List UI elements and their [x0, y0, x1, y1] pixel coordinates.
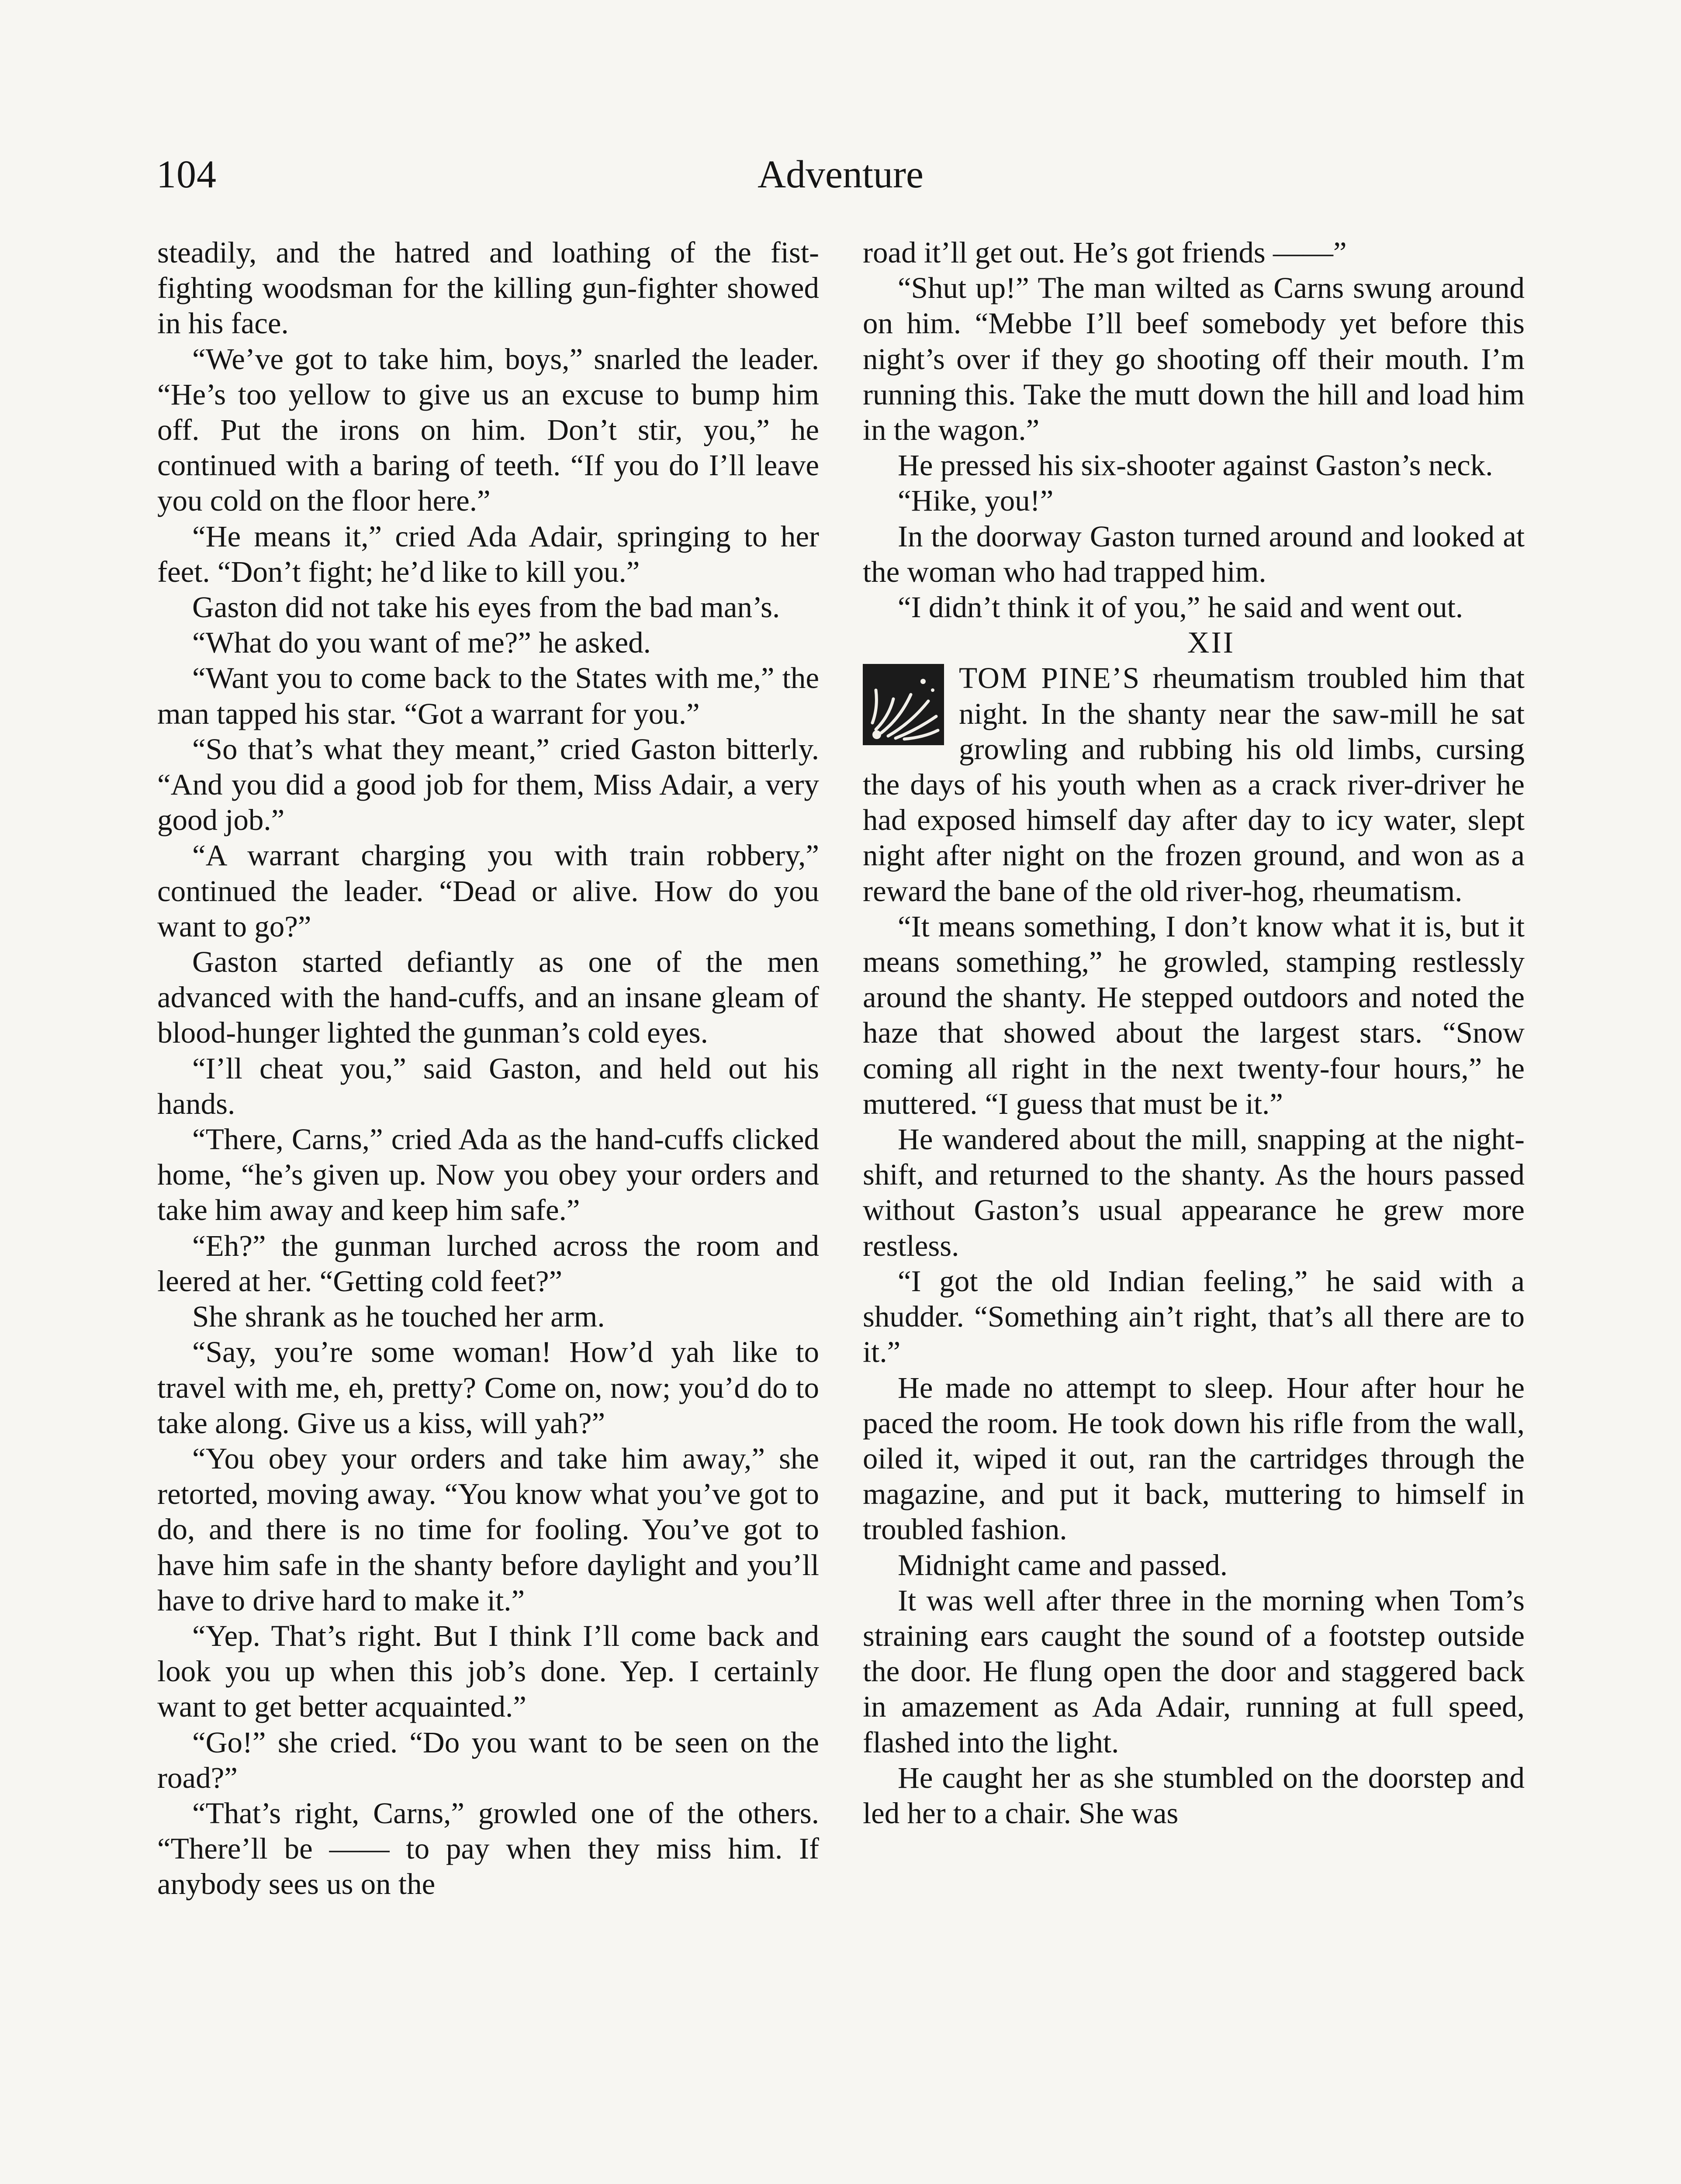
- chapter-heading: XII: [1187, 626, 1235, 660]
- paragraph: Gaston did not take his eyes from the bad man’s.: [192, 591, 780, 624]
- paragraph: “You obey your orders and take him away,” she retorted, moving away. “You know what you’ve got to do, and there is no time for fooling. You’ve got to have him safe in the shanty before daylight and you’ll have to drive hard to make it.”: [157, 1441, 819, 1617]
- paragraph: “It means something, I don’t know what it is, but it means something,” he growled, stamping restlessly around the shanty. He stepped outdoors and noted the haze that showed about the largest stars. “Snow coming all right in the next twenty-four hours,” he muttered. “I guess that must be it.”: [863, 909, 1525, 1120]
- paragraph: “He means it,” cried Ada Adair, springing to her feet. “Don’t fight; he’d like to kill you.”: [157, 519, 819, 588]
- paragraph: In the doorway Gaston turned around and looked at the woman who had trapped him.: [863, 519, 1525, 588]
- paragraph: He caught her as she stumbled on the doorstep and led her to a chair. She was: [863, 1761, 1525, 1830]
- page-header: [0, 151, 1681, 199]
- paragraph: “I’ll cheat you,” said Gaston, and held out his hands.: [157, 1051, 819, 1120]
- paragraph: “We’ve got to take him, boys,” snarled the leader. “He’s too yellow to give us an excuse to bump him off. Put the irons on him. Don’t stir, you,” he continued with a baring of teeth. “If you do I’ll leave you cold on the floor here.”: [157, 342, 819, 518]
- paragraph: “So that’s what they meant,” cried Gaston bitterly. “And you did a good job for them, Miss Adair, a very good job.”: [157, 732, 819, 837]
- paragraph: “Say, you’re some woman! How’d yah like to travel with me, eh, pretty? Come on, now; you’d do to take along. Give us a kiss, will yah?”: [157, 1335, 819, 1440]
- paragraph: “I didn’t think it of you,” he said and went out.: [898, 591, 1463, 624]
- paragraph: It was well after three in the morning when Tom’s straining ears caught the sound of a footstep outside the door. He flung open the door and staggered back in amazement as Ada Adair, running at full speed, flashed into the light.: [863, 1583, 1525, 1759]
- paragraph: “Yep. That’s right. But I think I’ll come back and look you up when this job’s done. Yep. I certainly want to get better acquainted.”: [157, 1619, 819, 1724]
- paragraph: He wandered about the mill, snapping at the night-shift, and returned to the shanty. As the hours passed without Gaston’s usual appearance he grew more restless.: [863, 1123, 1525, 1262]
- paragraph: “Want you to come back to the States with me,” the man tapped his star. “Got a warrant for you.”: [157, 661, 819, 730]
- running-title: Adventure: [757, 153, 924, 196]
- paragraph: “I got the old Indian feeling,” he said with a shudder. “Something ain’t right, that’s all there are to it.”: [863, 1264, 1525, 1369]
- paragraph: He made no attempt to sleep. Hour after hour he paced the room. He took down his rifle from the wall, oiled it, wiped it out, ran the cartridges through the magazine, and put it back, muttering to himself in troubled fashion.: [863, 1371, 1525, 1546]
- paragraph: Gaston started defiantly as one of the men advanced with the hand-cuffs, and an insane gleam of blood-hunger lighted the gunman’s cold eyes.: [157, 945, 819, 1050]
- right-column: [863, 235, 1525, 1831]
- paragraph: steadily, and the hatred and loathing of the fist-fighting woodsman for the killing gun-fighter showed in his face.: [157, 236, 819, 340]
- chapter-opening-paragraph: [863, 660, 1525, 909]
- paragraph: road it’ll get out. He’s got friends ——”: [863, 236, 1347, 269]
- paragraph: “Go!” she cried. “Do you want to be seen on the road?”: [157, 1725, 819, 1794]
- paragraph: Midnight came and passed.: [898, 1548, 1228, 1582]
- paragraph: “Eh?” the gunman lurched across the room and leered at her. “Getting cold feet?”: [157, 1229, 819, 1298]
- page-number: 104: [156, 153, 217, 196]
- paragraph: “What do you want of me?” he asked.: [192, 626, 651, 660]
- paragraph: “That’s right, Carns,” growled one of the others. “There’ll be —— to pay when they miss him. If anybody sees us on the: [157, 1796, 819, 1901]
- sunburst-ornament-icon: [863, 664, 944, 745]
- chapter-opening-caps: TOM PINE’S: [959, 661, 1141, 695]
- paragraph: “Shut up!” The man wilted as Carns swung around on him. “Mebbe I’ll beef somebody yet before this night’s over if they go shooting off their mouth. I’m running this. Take the mutt down the hill and load him in the wagon.”: [863, 271, 1525, 447]
- paragraph: “There, Carns,” cried Ada as the hand-cuffs clicked home, “he’s given up. Now you obey your orders and take him away and keep him safe.”: [157, 1123, 819, 1227]
- paragraph: She shrank as he touched her arm.: [192, 1300, 605, 1334]
- chapter-opening-text: rheumatism troubled him that night. In the shanty near the saw-mill he sat growling and rubbing his old limbs, cursing the days of his youth when as a crack river-driver he had exposed himself day after day to icy water, slept night after night on the frozen ground, and won as a reward the bane of the old river-hog, rheumatism.: [863, 661, 1525, 908]
- paragraph: He pressed his six-shooter against Gaston’s neck.: [898, 449, 1493, 482]
- paragraph: “Hike, you!”: [898, 484, 1054, 518]
- paragraph: “A warrant charging you with train robbery,” continued the leader. “Dead or alive. How do you want to go?”: [157, 839, 819, 943]
- left-column: [157, 235, 819, 1902]
